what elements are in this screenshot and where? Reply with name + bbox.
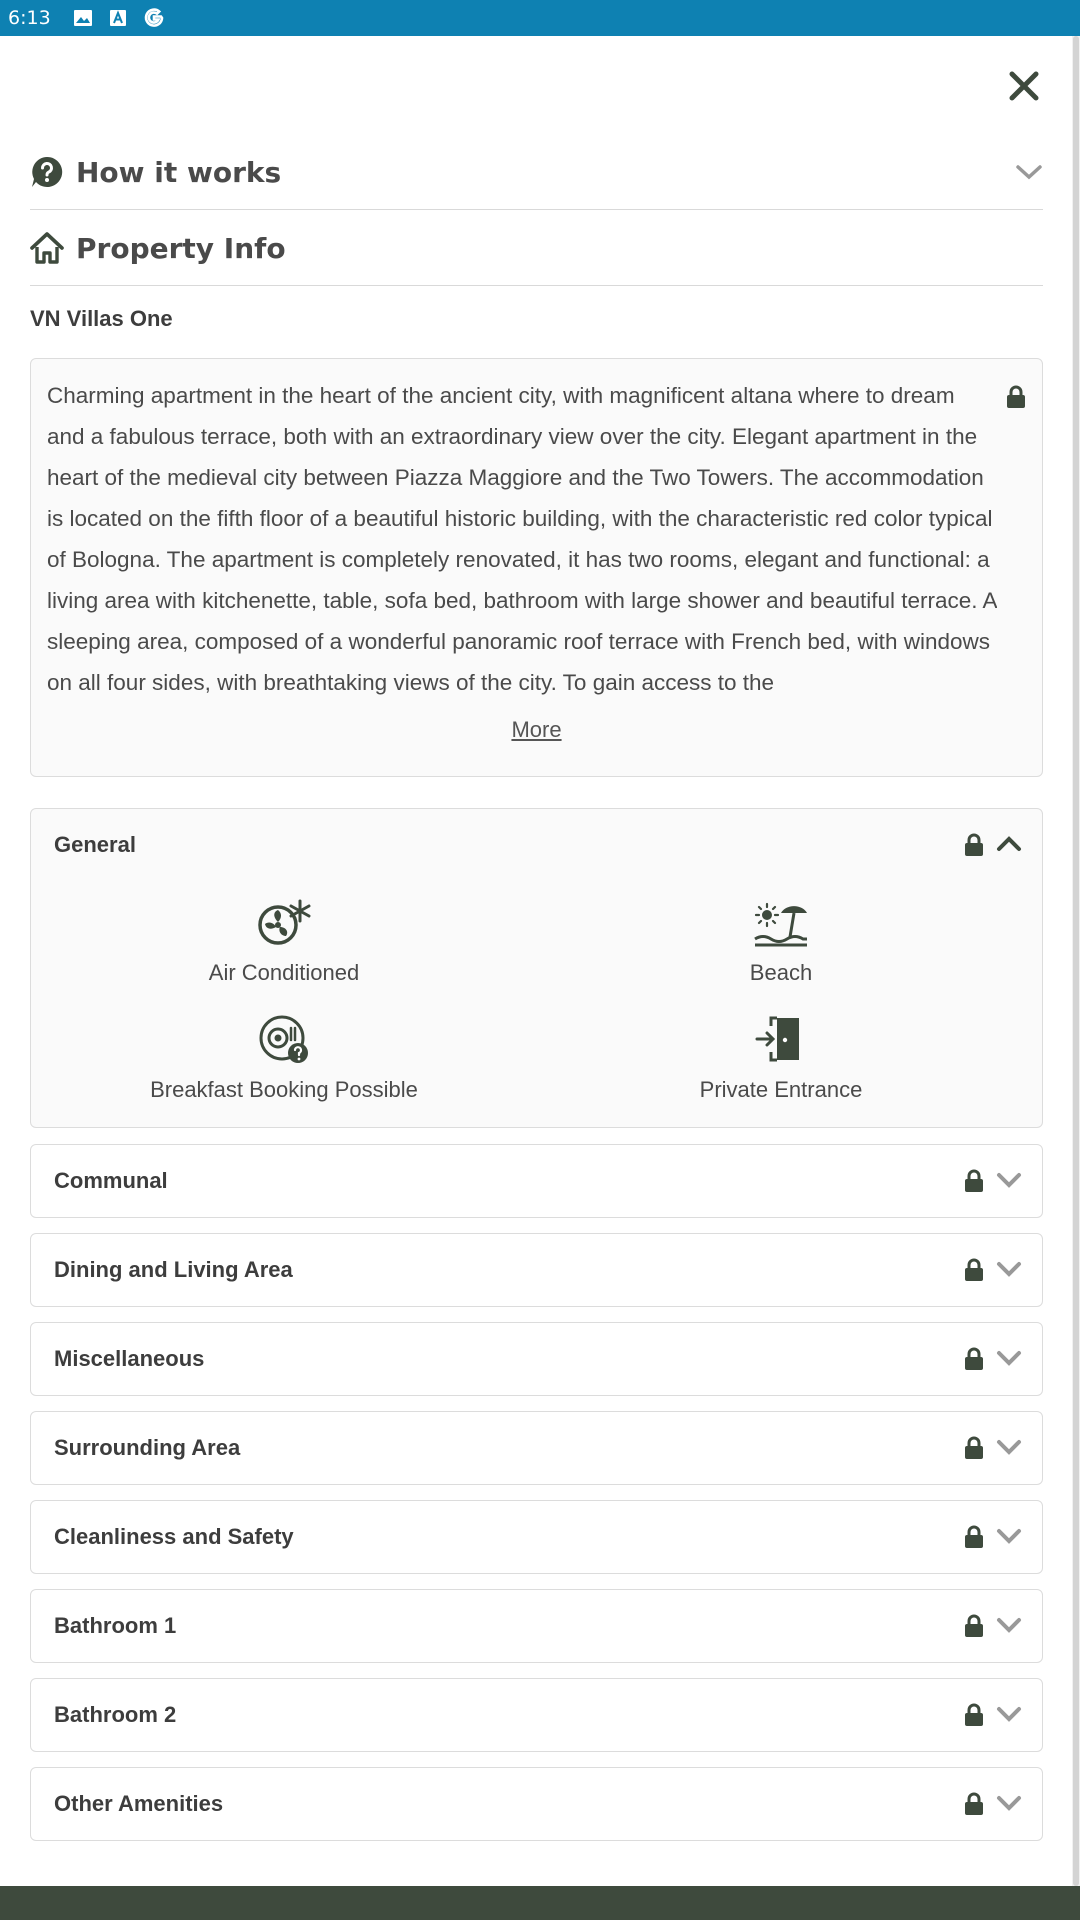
chevron-down-icon[interactable]	[996, 1616, 1022, 1634]
lock-icon	[964, 1525, 984, 1549]
accordion-header[interactable]	[31, 1501, 1042, 1573]
door-enter-icon	[755, 1014, 807, 1064]
lock-icon	[1006, 385, 1026, 409]
scrollbar-thumb[interactable]	[1073, 36, 1079, 1886]
amenity-label: Breakfast Booking Possible	[150, 1077, 418, 1102]
chevron-down-icon[interactable]	[1015, 163, 1043, 181]
accordion-title: Cleanliness and Safety	[54, 1524, 294, 1549]
accordion-category[interactable]	[30, 1589, 1043, 1663]
property-info-section	[30, 228, 1043, 268]
lock-icon	[964, 1436, 984, 1460]
close-icon	[1008, 70, 1040, 102]
accordion-header[interactable]	[31, 1590, 1042, 1662]
google-icon	[143, 7, 165, 29]
accordion-category[interactable]	[30, 1144, 1043, 1218]
accordion-title: Miscellaneous	[54, 1346, 205, 1371]
chevron-down-icon[interactable]	[996, 1527, 1022, 1545]
more-link[interactable]: More	[511, 717, 562, 742]
accordion-header[interactable]	[31, 1234, 1042, 1306]
amenity-item	[34, 1014, 534, 1103]
accordion-category[interactable]	[30, 1322, 1043, 1396]
amenity-label: Beach	[749, 960, 813, 985]
lock-icon	[964, 1792, 984, 1816]
font-icon	[109, 9, 127, 27]
accordion-title: Bathroom 1	[54, 1613, 177, 1638]
divider	[30, 209, 1043, 210]
chevron-up-icon[interactable]	[996, 835, 1022, 853]
accordion-title: Bathroom 2	[54, 1702, 177, 1727]
chevron-down-icon[interactable]	[996, 1705, 1022, 1723]
chevron-down-icon[interactable]	[996, 1438, 1022, 1456]
accordion-header[interactable]	[31, 1323, 1042, 1395]
amenity-item	[531, 1014, 1031, 1103]
lock-icon	[964, 1169, 984, 1193]
accordion-title: General	[54, 832, 136, 857]
property-info-title: Property Info	[76, 231, 286, 265]
description-box	[30, 358, 1043, 777]
property-name: VN Villas One	[30, 306, 173, 331]
status-bar	[0, 0, 1080, 36]
lock-icon	[964, 1614, 984, 1638]
status-time: 6:13	[8, 7, 51, 29]
chevron-down-icon[interactable]	[996, 1171, 1022, 1189]
accordion-category[interactable]	[30, 1767, 1043, 1841]
close-button[interactable]	[1004, 66, 1044, 106]
accordion-title: Other Amenities	[54, 1791, 224, 1816]
chevron-down-icon[interactable]	[996, 1794, 1022, 1812]
accordion-category[interactable]	[30, 1411, 1043, 1485]
lock-icon	[964, 1703, 984, 1727]
amenity-item	[34, 899, 534, 986]
image-icon	[73, 9, 93, 27]
accordion-category[interactable]	[30, 1678, 1043, 1752]
property-description: Charming apartment in the heart of the ancient city, with magnificent altana where to dream and a fabulous terrace, both with an extraordinary view over the city. Elegant apartment in the heart of the medieval city between Piazza Maggiore and the Two Towers. The accommodation is located on the fifth floor of a beautiful historic building, with the characteristic red color typical of Bologna. The apartment is completely renovated, it has two rooms, elegant and functional: a living area with kitchenette, table, sofa bed, bathroom with large shower and beautiful terrace. A sleeping area, composed of a wonderful panoramic roof terrace with French bed, with windows on all four sides, with breathtaking views of the city. To gain access to the	[47, 383, 997, 695]
how-it-works-section[interactable]	[30, 152, 1043, 192]
accordion-title: Surrounding Area	[54, 1435, 241, 1460]
accordion-header[interactable]	[31, 1679, 1042, 1751]
scrollbar[interactable]	[1072, 36, 1080, 1886]
accordion-header[interactable]	[31, 1768, 1042, 1840]
how-it-works-title: How it works	[76, 155, 282, 189]
beach-icon	[753, 899, 809, 947]
divider	[30, 285, 1043, 286]
footer-bar	[0, 1886, 1080, 1920]
accordion-category[interactable]	[30, 1233, 1043, 1307]
breakfast-icon	[258, 1014, 310, 1064]
amenity-item	[531, 899, 1031, 986]
lock-icon	[964, 1258, 984, 1282]
amenity-label: Air Conditioned	[208, 960, 360, 985]
air-conditioner-icon	[256, 899, 312, 947]
accordion-header[interactable]	[31, 1145, 1042, 1217]
lock-icon	[964, 833, 984, 857]
accordion-header[interactable]	[31, 1412, 1042, 1484]
accordion-title: Dining and Living Area	[54, 1257, 293, 1282]
chevron-down-icon[interactable]	[996, 1349, 1022, 1367]
accordion-title: Communal	[54, 1168, 168, 1193]
accordion-header[interactable]	[31, 809, 1042, 881]
accordion-general	[30, 808, 1043, 1128]
question-chat-icon	[30, 155, 64, 189]
lock-icon	[964, 1347, 984, 1371]
chevron-down-icon[interactable]	[996, 1260, 1022, 1278]
amenity-label: Private Entrance	[699, 1077, 863, 1102]
accordion-category[interactable]	[30, 1500, 1043, 1574]
home-icon	[30, 231, 64, 265]
